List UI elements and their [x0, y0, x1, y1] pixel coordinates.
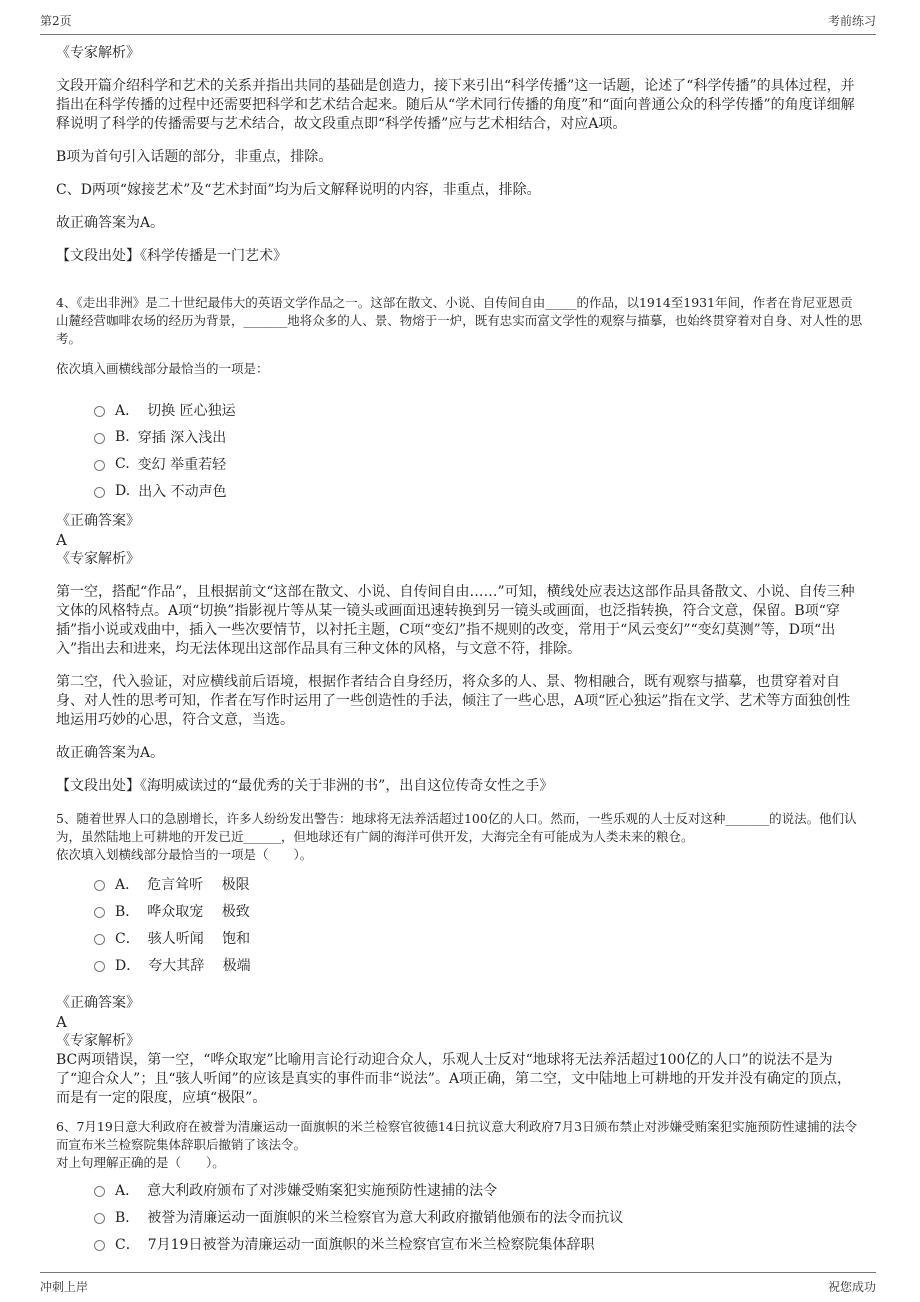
source-citation: 【文段出处】《科学传播是一门艺术》 — [56, 248, 287, 264]
option-list — [94, 870, 864, 978]
radio-icon[interactable] — [94, 1186, 105, 1197]
option-a[interactable]: A． 危言耸听 极限 — [94, 870, 864, 897]
correct-answer: A — [56, 1013, 67, 1031]
document-body — [56, 44, 864, 1257]
radio-icon[interactable] — [94, 961, 105, 972]
radio-icon[interactable] — [94, 460, 105, 471]
option-a[interactable]: A． 意大利政府颁布了对涉嫌受贿案犯实施预防性逮捕的法令 — [94, 1176, 864, 1203]
option-d[interactable]: D． 夸大其辞 极端 — [94, 951, 864, 978]
page-number: 第2页 — [40, 14, 72, 28]
option-list — [94, 1176, 864, 1257]
radio-icon[interactable] — [94, 487, 105, 498]
radio-icon[interactable] — [94, 907, 105, 918]
option-c[interactable]: C． 7月19日被誉为清廉运动一面旗帜的米兰检察官宣布米兰检察院集体辞职 — [94, 1230, 864, 1257]
expert-analysis-label: 《专家解析》 — [56, 1033, 140, 1049]
expert-analysis-label: 《专家解析》 — [56, 45, 140, 61]
radio-icon[interactable] — [94, 433, 105, 444]
option-list — [94, 396, 864, 504]
source-citation: 【文段出处】《海明威读过的“最优秀的关于非洲的书”，出自这位传奇女性之手》 — [56, 778, 554, 794]
option-b[interactable]: B. 穿插 深入浅出 — [94, 423, 864, 450]
correct-answer: A — [56, 531, 67, 549]
question-prompt: 对上句理解正确的是（ ）。 — [56, 1155, 225, 1170]
option-c[interactable]: C． 骇人听闻 饱和 — [94, 924, 864, 951]
question-stem: 6、7月19日意大利政府在被誉为清廉运动一面旗帜的米兰检察官彼德14日抗议意大利政府7月3日颁布禁止对涉嫌受贿案犯实施预防性逮捕的法令而宣布米兰检察院集体辞职后撤销了该法令。 — [56, 1119, 858, 1152]
option-b[interactable]: B． 哗众取宠 极致 — [94, 897, 864, 924]
answer-label: 《正确答案》 — [56, 995, 140, 1011]
radio-icon[interactable] — [94, 934, 105, 945]
analysis-paragraph: B项为首句引入话题的部分，非重点，排除。 — [56, 149, 333, 165]
footer-left: 冲刺上岸 — [40, 1280, 89, 1294]
page-header — [40, 12, 876, 35]
expert-analysis-label: 《专家解析》 — [56, 551, 140, 567]
analysis-paragraph: 第一空，搭配“作品”，且根据前文“这部在散文、小说、自传间自由……”可知，横线处应表达这部作品具备散文、小说、自传三种文体的风格特点。A项“切换”指影视片等从某一镜头或画面迅速转换到另一镜头或画面，也泛指转换，符合文意，保留。B项“穿插”指小说或戏曲中，插入一些次要情节，以衬托主题，C项“变幻”指不规则的改变，常用于“风云变幻”“变幻莫测”等，D项“出入”指出去和进来，均无法体现出这部作品具有三种文体的风格，与文意不符，排除。 — [56, 584, 855, 657]
answer-label: 《正确答案》 — [56, 513, 140, 529]
radio-icon[interactable] — [94, 406, 105, 417]
radio-icon[interactable] — [94, 880, 105, 891]
option-b[interactable]: B． 被誉为清廉运动一面旗帜的米兰检察官为意大利政府撤销他颁布的法令而抗议 — [94, 1203, 864, 1230]
analysis-paragraph: 故正确答案为A。 — [56, 745, 165, 761]
footer-right: 祝您成功 — [827, 1280, 876, 1294]
option-c[interactable]: C. 变幻 举重若轻 — [94, 450, 864, 477]
analysis-paragraph: 文段开篇介绍科学和艺术的关系并指出共同的基础是创造力，接下来引出“科学传播”这一话题，论述了“科学传播”的具体过程，并指出在科学传播的过程中还需要把科学和艺术结合起来。随后从“学术同行传播的角度”和“面向普通公众的科学传播”的角度详细解释说明了科学的传播需要与艺术结合，故文段重点即“科学传播”应与艺术相结合，对应A项。 — [56, 78, 855, 132]
analysis-paragraph: 第二空，代入验证，对应横线前后语境，根据作者结合自身经历，将众多的人、景、物相融合，既有观察与描摹，也贯穿着对自身、对人性的思考可知，作者在写作时运用了一些创造性的手法，倾注了一些心思，A项“匠心独运”指在文学、艺术等方面独创性地运用巧妙的心思，符合文意，当选。 — [56, 674, 851, 728]
question-stem: 4、《走出非洲》是二十世纪最伟大的英语文学作品之一。这部在散文、小说、自传间自由_____的作品，以1914至1931年间，作者在肯尼亚恩贡山麓经营咖啡农场的经历为背景，_______地将众多的人、景、物熔于一炉，既有忠实而富文学性的观察与描摹，也始终贯穿着对自身、对人性的思考。 — [56, 295, 863, 346]
analysis-paragraph: 故正确答案为A。 — [56, 215, 165, 231]
radio-icon[interactable] — [94, 1240, 105, 1251]
page-footer — [40, 1272, 876, 1295]
question-prompt: 依次填入划横线部分最恰当的一项是（ ）。 — [56, 847, 313, 862]
question-prompt: 依次填入画横线部分最恰当的一项是： — [56, 361, 269, 376]
analysis-paragraph: BC两项错误，第一空，“哗众取宠”比喻用言论行动迎合众人，乐观人士反对“地球将无法养活超过100亿的人口”的说法不是为了“迎合众人”；且“骇人听闻”的应该是真实的事件而非“说法”。A项正确，第二空，文中陆地上可耕地的开发并没有确定的顶点，而是有一定的限度，应填“极限”。 — [56, 1052, 852, 1106]
option-d[interactable]: D. 出入 不动声色 — [94, 477, 864, 504]
question-stem: 5、随着世界人口的急剧增长，许多人纷纷发出警告：地球将无法养活超过100亿的人口。然而，一些乐观的人士反对这种_______的说法。他们认为，虽然陆地上可耕地的开发已近______，但地球还有广阔的海洋可供开发，大海完全有可能成为人类未来的粮仓。 — [56, 811, 857, 844]
radio-icon[interactable] — [94, 1213, 105, 1224]
header-title: 考前练习 — [827, 14, 876, 28]
analysis-paragraph: C、D两项“嫁接艺术”及“艺术封面”均为后文解释说明的内容，非重点，排除。 — [56, 182, 541, 198]
option-a[interactable]: A． 切换 匠心独运 — [94, 396, 864, 423]
